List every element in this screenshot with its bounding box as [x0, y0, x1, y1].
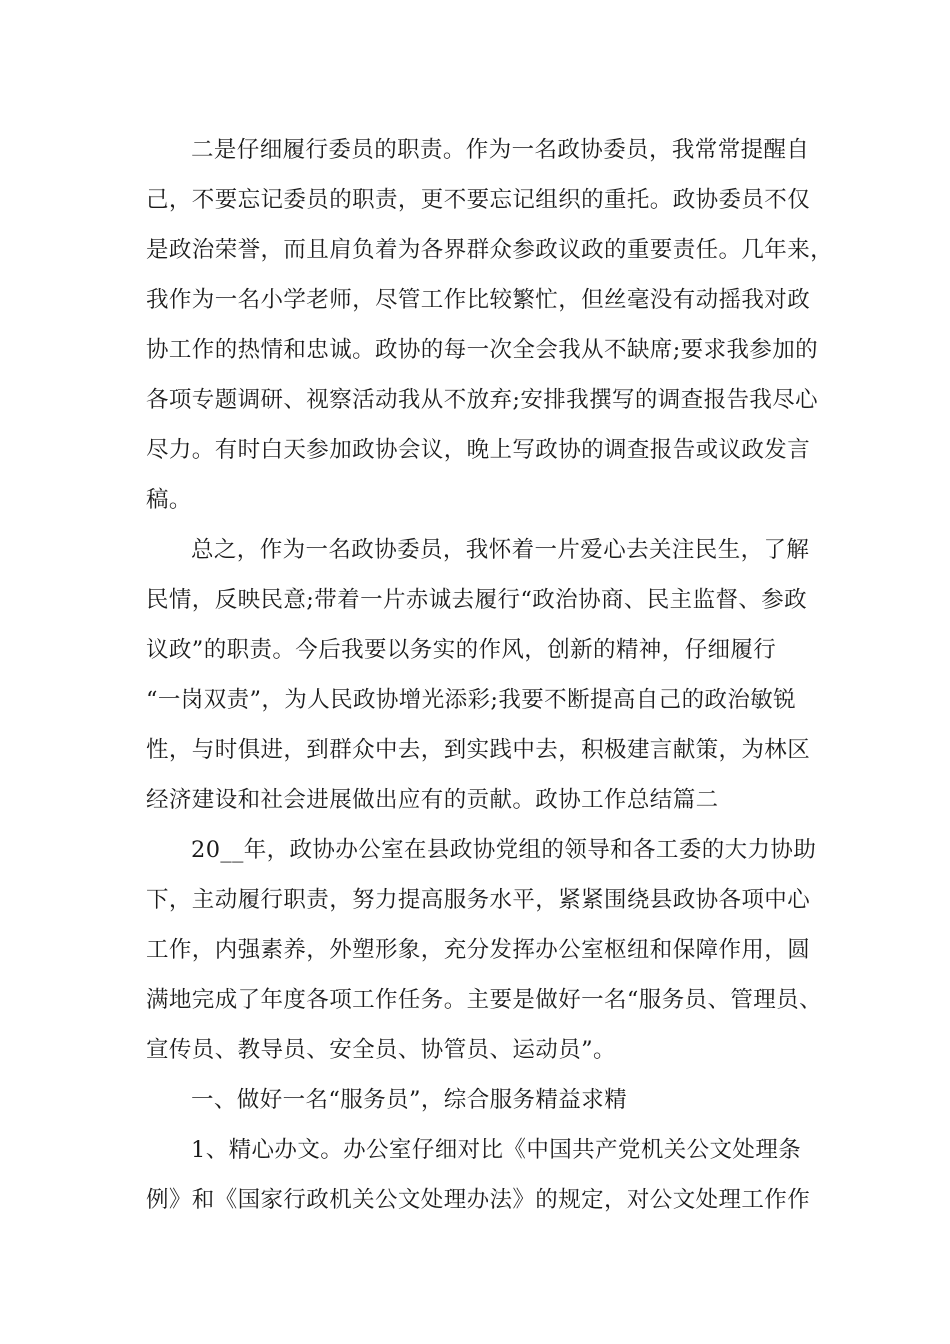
- paragraph-line: 民情，反映民意;带着一片赤诚去履行“政治协商、民主监督、参政: [146, 587, 808, 613]
- paragraph-line: 二是仔细履行委员的职责。作为一名政协委员，我常常提醒自: [191, 137, 810, 163]
- paragraph-line: 各项专题调研、视察活动我从不放弃;安排我撰写的调查报告我尽心: [146, 387, 819, 413]
- paragraph-line: 工作，内强素养，外塑形象，充分发挥办公室枢纽和保障作用，圆: [146, 937, 811, 963]
- paragraph-line: 宣传员、教导员、安全员、协管员、运动员”。: [146, 1037, 616, 1063]
- paragraph-line: 尽力。有时白天参加政协会议，晚上写政协的调查报告或议政发言: [146, 437, 811, 463]
- paragraph-line: 20__年，政协办公室在县政协党组的领导和各工委的大力协助: [191, 837, 817, 863]
- paragraph-line: 是政治荣誉，而且肩负着为各界群众参政议政的重要责任。几年来，: [146, 237, 834, 263]
- paragraph-line: “一岗双责”，为人民政协增光添彩;我要不断提高自己的政治敏锐: [146, 687, 797, 713]
- paragraph-line: 协工作的热情和忠诚。政协的每一次全会我从不缺席;要求我参加的: [146, 337, 819, 363]
- paragraph-line: 满地完成了年度各项工作任务。主要是做好一名“服务员、管理员、: [146, 987, 823, 1013]
- paragraph-line: 性，与时俱进，到群众中去，到实践中去，积极建言献策，为林区: [146, 737, 811, 763]
- paragraph-line: 下，主动履行职责，努力提高服务水平，紧紧围绕县政协各项中心: [146, 887, 811, 913]
- paragraph-line: 1、精心办文。办公室仔细对比《中国共产党机关公文处理条: [191, 1137, 802, 1163]
- section-heading: 一、做好一名“服务员”，综合服务精益求精: [191, 1087, 628, 1113]
- paragraph-line: 稿。: [146, 487, 192, 513]
- paragraph-line: 己，不要忘记委员的职责，更不要忘记组织的重托。政协委员不仅: [146, 187, 811, 213]
- paragraph-line: 我作为一名小学老师，尽管工作比较繁忙，但丝毫没有动摇我对政: [146, 287, 811, 313]
- paragraph-line: 经济建设和社会进展做出应有的贡献。政协工作总结篇二: [146, 787, 719, 813]
- paragraph-line: 总之，作为一名政协委员，我怀着一片爱心去关注民生，了解: [191, 537, 810, 563]
- paragraph-line: 议政”的职责。今后我要以务实的作风，创新的精神，仔细履行: [146, 637, 777, 663]
- paragraph-line: 例》和《国家行政机关公文处理办法》的规定，对公文处理工作作: [146, 1187, 811, 1213]
